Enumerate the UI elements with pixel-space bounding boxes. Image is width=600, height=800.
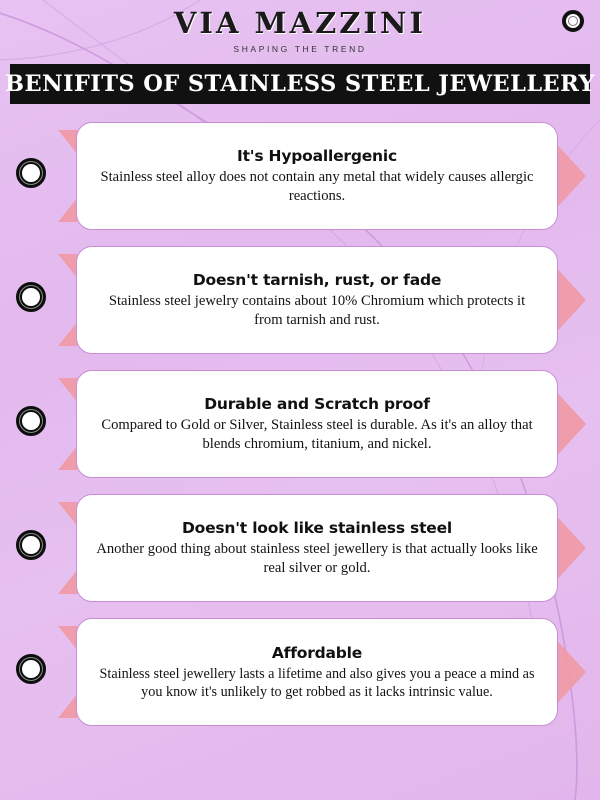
ring-icon [12, 654, 58, 690]
brand-tagline: SHAPING THE TREND [233, 43, 367, 54]
list-item [8, 238, 592, 362]
benefit-banner [58, 246, 586, 354]
benefit-card [76, 618, 558, 726]
benefit-body: Another good thing about stainless steel jewellery is that actually looks like real silver or gold. [96, 541, 538, 576]
ring-icon [12, 158, 58, 194]
benefit-heading: It's Hypoallergenic [237, 147, 397, 166]
header [0, 0, 600, 62]
list-item [8, 114, 592, 238]
list-item [8, 362, 592, 486]
benefit-card [76, 494, 558, 602]
ring-icon [562, 10, 584, 32]
benefit-heading: Affordable [271, 643, 363, 662]
benefits-list [0, 114, 600, 734]
benefit-banner [58, 494, 586, 602]
benefit-card [76, 246, 558, 354]
benefit-body: Stainless steel jewelry contains about 10% Chromium which protects it from tarnish and rust. [108, 293, 526, 328]
brand-name: VIA MAZZINI [173, 6, 427, 40]
page-title: BENIFITS OF STAINLESS STEEL JEWELLERY [5, 71, 595, 97]
list-item [8, 486, 592, 610]
benefit-body: Compared to Gold or Silver, Stainless steel is durable. As it's an alloy that blends chromium, titanium, and nickel. [101, 417, 533, 452]
benefit-heading: Doesn't tarnish, rust, or fade [192, 271, 442, 290]
ring-icon [12, 406, 58, 442]
benefit-heading: Doesn't look like stainless steel [181, 519, 453, 538]
title-band [5, 64, 595, 104]
benefit-banner [58, 370, 586, 478]
benefit-card [76, 122, 558, 230]
benefit-body: Stainless steel jewellery lasts a lifetime and also gives you a peace a mind as you know it's unlikely to get robbed as it lacks intrinsic value. [99, 665, 535, 700]
ring-icon [12, 282, 58, 318]
benefit-banner [58, 122, 586, 230]
list-item [8, 610, 592, 734]
benefit-card [76, 370, 558, 478]
ring-icon [12, 530, 58, 566]
benefit-banner [58, 618, 586, 726]
benefit-body: Stainless steel alloy does not contain any metal that widely causes allergic reactions. [100, 169, 534, 204]
benefit-heading: Durable and Scratch proof [204, 395, 430, 414]
